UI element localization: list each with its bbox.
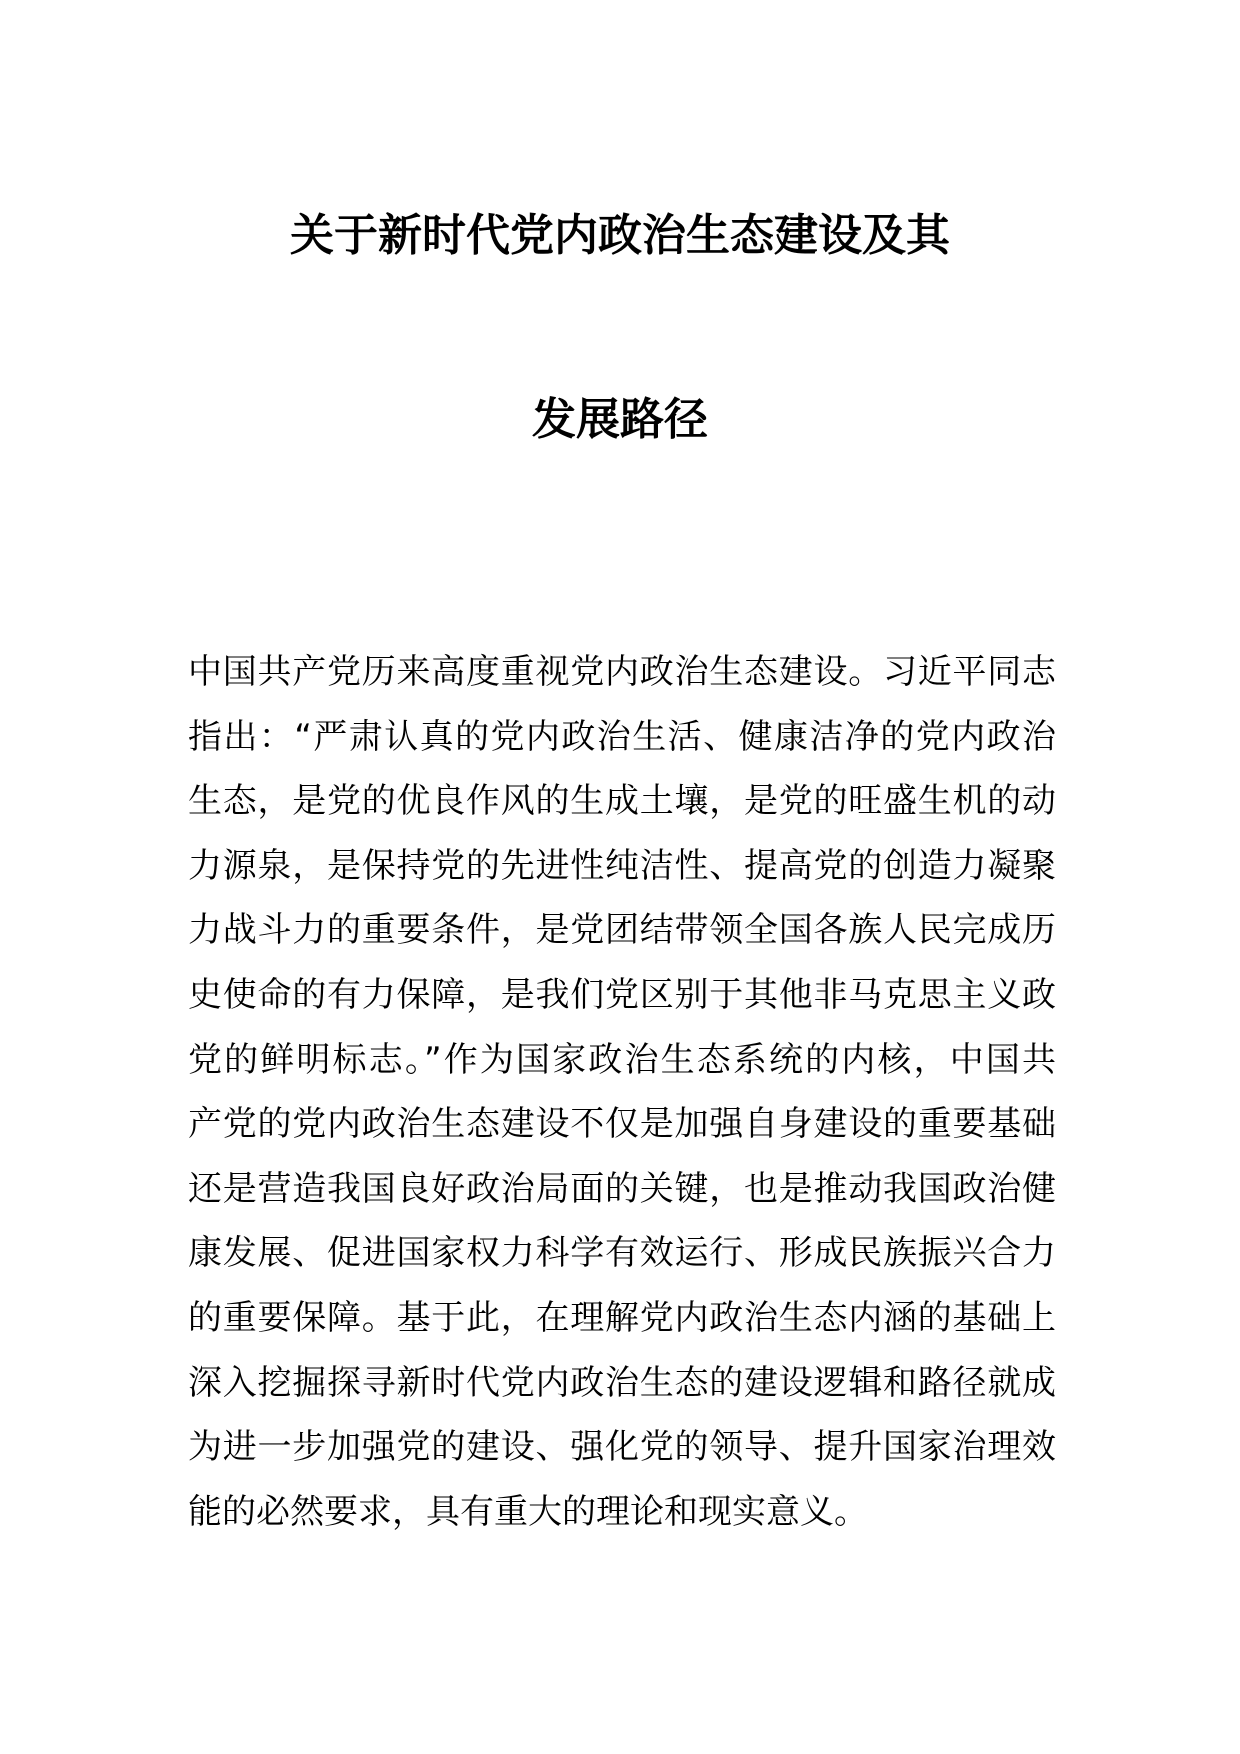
- paragraph-line: 指出：“严肃认真的党内政治生活、健康洁净的党内政治: [188, 716, 1056, 757]
- paragraph-line: 深入挖掘探寻新时代党内政治生态的建设逻辑和路径就成: [188, 1362, 1056, 1403]
- paragraph-line: 产党的党内政治生态建设不仅是加强自身建设的重要基础: [188, 1104, 1056, 1145]
- paragraph-line: 能的必然要求，具有重大的理论和现实意义。: [188, 1491, 868, 1532]
- paragraph-line: 还是营造我国良好政治局面的关键，也是推动我国政治健: [188, 1168, 1056, 1209]
- paragraph-line: 的重要保障。基于此，在理解党内政治生态内涵的基础上: [188, 1297, 1056, 1338]
- document-title-line-1: 关于新时代党内政治生态建设及其: [290, 210, 950, 261]
- paragraph-line: 康发展、促进国家权力科学有效运行、形成民族振兴合力: [188, 1233, 1056, 1274]
- paragraph-line: 为进一步加强党的建设、强化党的领导、提升国家治理效: [188, 1427, 1056, 1468]
- body-paragraph: [188, 640, 1056, 1544]
- paragraph-line: 党的鲜明标志。”作为国家政治生态系统的内核，中国共: [188, 1039, 1056, 1080]
- paragraph-line: 史使命的有力保障，是我们党区别于其他非马克思主义政: [188, 974, 1056, 1015]
- paragraph-line: 力源泉，是保持党的先进性纯洁性、提高党的创造力凝聚: [188, 845, 1056, 886]
- paragraph-line: 中国共产党历来高度重视党内政治生态建设。习近平同志: [188, 652, 1056, 692]
- paragraph-line: 力战斗力的重要条件，是党团结带领全国各族人民完成历: [188, 910, 1056, 951]
- document-title-line-2: 发展路径: [532, 394, 708, 445]
- paragraph-line: 生态，是党的优良作风的生成土壤，是党的旺盛生机的动: [188, 781, 1056, 822]
